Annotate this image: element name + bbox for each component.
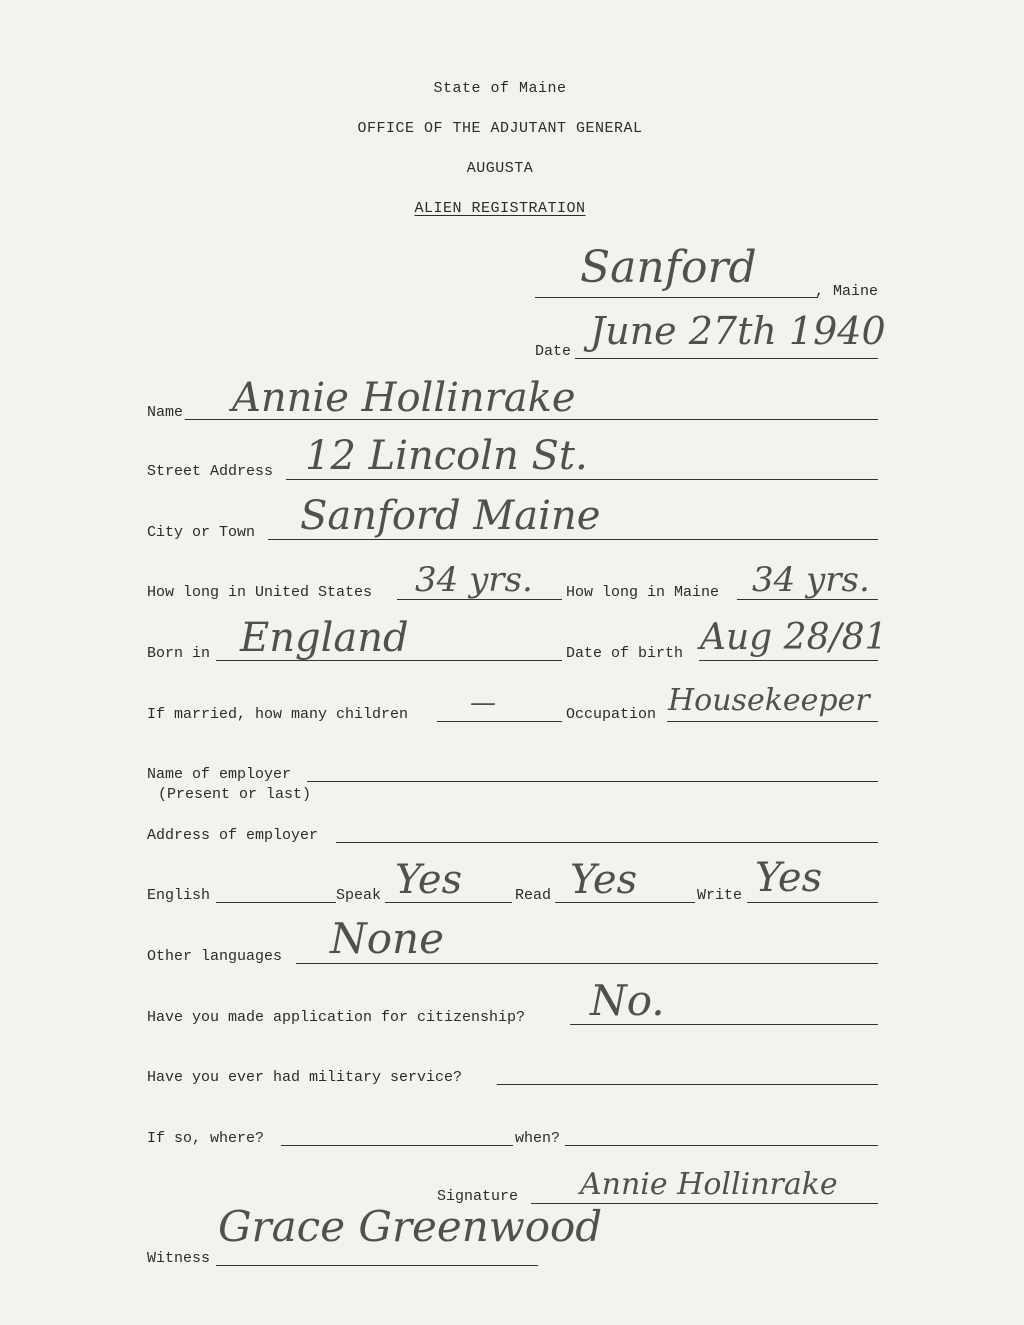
citizenship-label: Have you made application for citizenship? [147, 1009, 526, 1026]
date-entry: June 27th 1940 [590, 309, 886, 353]
born-in-label: Born in [147, 645, 211, 662]
military-line [497, 1084, 878, 1085]
street-line [286, 479, 878, 480]
occupation-line [667, 721, 878, 722]
name-label: Name [147, 404, 184, 421]
city-heading: AUGUSTA [466, 160, 534, 177]
where-line [281, 1145, 513, 1146]
other-languages-label: Other languages [147, 948, 283, 965]
read-label: Read [515, 887, 552, 904]
english-label: English [147, 887, 211, 904]
office-heading: OFFICE OF THE ADJUTANT GENERAL [357, 120, 643, 137]
employer-label: Name of employer [147, 766, 292, 783]
employer-address-line [336, 842, 878, 843]
write-entry: Yes [755, 855, 823, 901]
state-heading: State of Maine [433, 80, 567, 97]
when-label: when? [515, 1130, 561, 1147]
speak-label: Speak [336, 887, 382, 904]
children-line [437, 721, 562, 722]
other-languages-line [296, 963, 878, 964]
write-line [747, 902, 878, 903]
dob-label: Date of birth [566, 645, 684, 662]
city-entry: Sanford Maine [300, 493, 601, 539]
occupation-entry: Housekeeper [668, 683, 870, 718]
maine-label: , Maine [815, 283, 879, 300]
date-line [575, 358, 878, 359]
employer-address-label: Address of employer [147, 827, 319, 844]
witness-label: Witness [147, 1250, 211, 1267]
city-line [268, 539, 878, 540]
speak-entry: Yes [395, 857, 463, 903]
children-entry: — [470, 688, 496, 718]
military-label: Have you ever had military service? [147, 1069, 463, 1086]
children-label: If married, how many children [147, 706, 409, 723]
other-languages-entry: None [330, 914, 444, 963]
signature-entry: Annie Hollinrake [580, 1167, 838, 1202]
when-line [565, 1145, 878, 1146]
how-long-us-label: How long in United States [147, 584, 373, 601]
signature-label: Signature [437, 1188, 519, 1205]
employer-line [307, 781, 878, 782]
town-entry: Sanford [580, 242, 757, 293]
name-entry: Annie Hollinrake [232, 375, 576, 421]
english-line [216, 902, 336, 903]
town-line [535, 297, 818, 298]
where-label: If so, where? [147, 1130, 265, 1147]
born-in-entry: England [240, 615, 409, 661]
street-label: Street Address [147, 463, 274, 480]
witness-entry: Grace Greenwood [218, 1202, 603, 1251]
form-title: ALIEN REGISTRATION [414, 200, 586, 217]
occupation-label: Occupation [566, 706, 657, 723]
citizenship-entry: No. [590, 976, 665, 1025]
how-long-maine-entry: 34 yrs. [752, 560, 870, 600]
dob-line [699, 660, 878, 661]
witness-line [216, 1265, 538, 1266]
city-label: City or Town [147, 524, 256, 541]
street-entry: 12 Lincoln St. [305, 433, 588, 479]
dob-entry: Aug 28/81 [700, 617, 888, 658]
date-label: Date [535, 343, 572, 360]
how-long-maine-label: How long in Maine [566, 584, 720, 601]
how-long-us-entry: 34 yrs. [415, 560, 533, 600]
write-label: Write [697, 887, 743, 904]
employer-note: (Present or last) [158, 786, 312, 803]
read-entry: Yes [570, 857, 638, 903]
